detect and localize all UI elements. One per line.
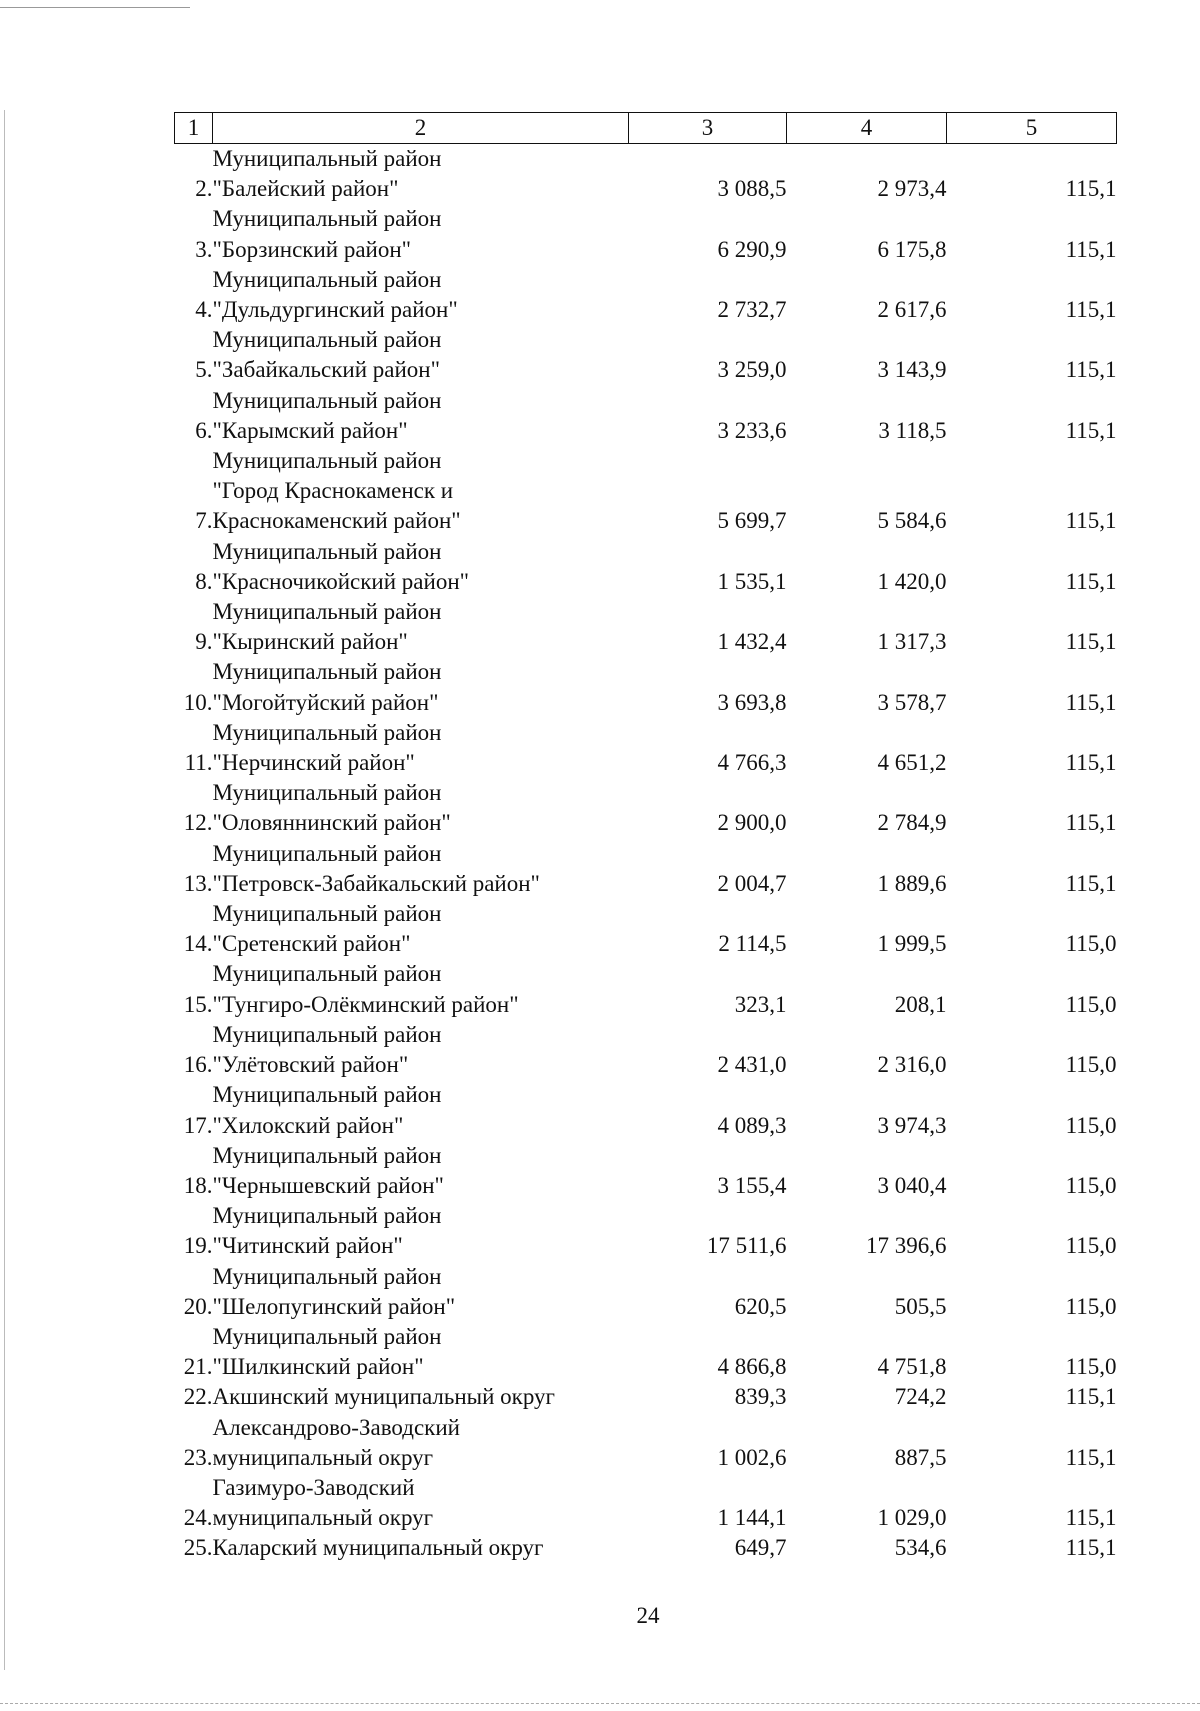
- column-header-3: 3: [629, 113, 787, 144]
- district-name-line: Муниципальный район: [212, 538, 442, 564]
- district-name: [213, 718, 629, 778]
- value-column-3: 3 233,6: [717, 417, 787, 443]
- value-column-4: 2 316,0: [877, 1052, 947, 1078]
- value-column-4: 5 584,6: [877, 508, 947, 534]
- row-number: 14.: [183, 931, 213, 957]
- value-column-5: 115,0: [1065, 1293, 1117, 1319]
- district-name: [213, 778, 629, 838]
- table-row: [175, 204, 1117, 264]
- value-column-3: 6 290,9: [717, 236, 787, 262]
- district-name: [213, 597, 629, 657]
- district-name-line: Александрово-Заводский: [212, 1414, 460, 1440]
- district-name-line: "Забайкальский район": [212, 357, 441, 383]
- value-column-4: 1 889,6: [877, 870, 947, 896]
- scan-artifact-top-line: [0, 7, 190, 8]
- row-number: 3.: [195, 236, 213, 262]
- row-number: 21.: [183, 1354, 213, 1380]
- value-column-5: 115,0: [1065, 1354, 1117, 1380]
- district-name-line: "Оловяннинский район": [212, 810, 451, 836]
- row-number: 7.: [195, 508, 213, 534]
- district-name-line: Муниципальный район: [212, 961, 442, 987]
- district-name: [213, 839, 629, 899]
- value-column-4: 3 118,5: [878, 417, 947, 443]
- table-row: [175, 597, 1117, 657]
- district-name-line: Муниципальный район: [212, 719, 442, 745]
- value-column-5: 115,1: [1065, 176, 1117, 202]
- district-name-line: Муниципальный район: [212, 1082, 442, 1108]
- district-name-line: "Красночикойский район": [212, 568, 470, 594]
- column-header-2: 2: [213, 113, 629, 144]
- value-column-3: 620,5: [734, 1293, 787, 1319]
- table-row: [175, 1262, 1117, 1322]
- row-number: 9.: [195, 629, 213, 655]
- district-name: [213, 1262, 629, 1322]
- district-name: [213, 537, 629, 597]
- value-column-4: 3 143,9: [877, 357, 947, 383]
- value-column-5: 115,1: [1065, 1444, 1117, 1470]
- district-name: [213, 144, 629, 205]
- district-name: [213, 265, 629, 325]
- district-name: [213, 386, 629, 446]
- district-name-line: Муниципальный район: [212, 146, 442, 171]
- row-number: 12.: [183, 810, 213, 836]
- district-name-line: "Сретенский район": [212, 931, 411, 957]
- table-row: [175, 1382, 1117, 1412]
- scan-artifact-bottom-line: [0, 1703, 1200, 1704]
- value-column-3: 2 732,7: [717, 297, 787, 323]
- value-column-3: 1 432,4: [717, 629, 787, 655]
- value-column-4: 4 651,2: [877, 750, 947, 776]
- district-name-line: Муниципальный район: [212, 901, 442, 927]
- district-name-line: Муниципальный район: [212, 599, 442, 625]
- row-number: 22.: [183, 1384, 213, 1410]
- table-row: [175, 1020, 1117, 1080]
- district-name-line: "Кыринский район": [212, 629, 408, 655]
- district-name-line: "Тунгиро-Олёкминский район": [212, 991, 519, 1017]
- district-name-line: "Чернышевский район": [212, 1172, 444, 1198]
- district-name-line: Муниципальный район: [212, 1263, 442, 1289]
- table-row: [175, 1141, 1117, 1201]
- district-name-line: Муниципальный район: [212, 327, 442, 353]
- value-column-5: 115,1: [1065, 1384, 1117, 1410]
- value-column-3: 17 511,6: [706, 1233, 787, 1259]
- value-column-4: 208,1: [894, 991, 947, 1017]
- row-number: 11.: [184, 750, 213, 776]
- column-header-5: 5: [947, 113, 1117, 144]
- table-row: [175, 265, 1117, 325]
- district-name-line: Муниципальный район: [212, 206, 442, 232]
- value-column-4: 2 617,6: [877, 297, 947, 323]
- district-name-line: "Хилокский район": [212, 1112, 404, 1138]
- district-name-line: "Читинский район": [212, 1233, 403, 1259]
- district-name-line: "Город Краснокаменск и: [212, 478, 454, 504]
- table-row: [175, 778, 1117, 838]
- row-number: 8.: [195, 568, 213, 594]
- district-name-line: Муниципальный район: [212, 1203, 442, 1229]
- value-column-4: 1 999,5: [877, 931, 947, 957]
- value-column-4: 4 751,8: [877, 1354, 947, 1380]
- table-row: [175, 1201, 1117, 1261]
- value-column-3: 649,7: [734, 1535, 787, 1561]
- table-row: [175, 386, 1117, 446]
- value-column-4: 17 396,6: [866, 1233, 947, 1259]
- value-column-5: 115,1: [1065, 689, 1117, 715]
- column-header-4: 4: [787, 113, 947, 144]
- value-column-5: 115,1: [1065, 629, 1117, 655]
- row-number: 5.: [195, 357, 213, 383]
- row-number: 23.: [183, 1444, 213, 1470]
- district-name: [213, 1413, 629, 1473]
- value-column-5: 115,1: [1065, 870, 1117, 896]
- value-column-5: 115,0: [1065, 931, 1117, 957]
- district-name-line: "Балейский район": [212, 176, 399, 202]
- value-column-5: 115,0: [1065, 991, 1117, 1017]
- value-column-3: 2 431,0: [717, 1052, 787, 1078]
- row-number: 25.: [183, 1535, 213, 1561]
- district-name-line: "Нерчинский район": [212, 750, 415, 776]
- district-name: [213, 1201, 629, 1261]
- table-row: [175, 1322, 1117, 1382]
- district-name-line: Газимуро-Заводский: [212, 1474, 415, 1500]
- value-column-5: 115,1: [1065, 236, 1117, 262]
- district-name-line: муниципальный округ: [212, 1505, 434, 1531]
- district-name: [213, 1533, 629, 1563]
- row-number: 15.: [183, 991, 213, 1017]
- district-name: [213, 446, 629, 537]
- value-column-3: 3 155,4: [717, 1172, 787, 1198]
- value-column-5: 115,1: [1065, 508, 1117, 534]
- district-name-line: Муниципальный район: [212, 1323, 442, 1349]
- row-number: 16.: [183, 1052, 213, 1078]
- district-name: [213, 204, 629, 264]
- value-column-3: 5 699,7: [717, 508, 787, 534]
- value-column-4: 3 974,3: [877, 1112, 947, 1138]
- district-name-line: Муниципальный район: [212, 266, 442, 292]
- table-row: [175, 537, 1117, 597]
- row-number: 4.: [195, 297, 213, 323]
- value-column-5: 115,0: [1065, 1172, 1117, 1198]
- value-column-5: 115,1: [1065, 750, 1117, 776]
- value-column-4: 2 973,4: [877, 176, 947, 202]
- district-name-line: "Шелопугинский район": [212, 1293, 456, 1319]
- district-name-line: "Могойтуйский район": [212, 689, 439, 715]
- column-header-1: 1: [175, 113, 213, 144]
- district-name: [213, 959, 629, 1019]
- district-name: [213, 1020, 629, 1080]
- district-name-line: Муниципальный район: [212, 1021, 442, 1047]
- district-name-line: Муниципальный район: [212, 840, 442, 866]
- district-name-line: "Шилкинский район": [212, 1354, 424, 1380]
- district-name: [213, 1080, 629, 1140]
- value-column-4: 3 040,4: [877, 1172, 947, 1198]
- value-column-3: 2 004,7: [717, 870, 787, 896]
- row-number: 10.: [183, 689, 213, 715]
- row-number: 18.: [183, 1172, 213, 1198]
- district-name-line: "Борзинский район": [212, 236, 412, 262]
- value-column-5: 115,1: [1065, 417, 1117, 443]
- row-number: 6.: [195, 417, 213, 443]
- page-number: 24: [636, 1603, 660, 1628]
- value-column-4: 1 317,3: [877, 629, 947, 655]
- district-name: [213, 1141, 629, 1201]
- table-row: [175, 446, 1117, 537]
- table-row: [175, 1473, 1117, 1533]
- district-name-line: Акшинский муниципальный округ: [212, 1384, 555, 1410]
- table-row: [175, 959, 1117, 1019]
- district-name-line: Краснокаменский район": [212, 508, 461, 534]
- district-name: [213, 1382, 629, 1412]
- district-name-line: Каларский муниципальный округ: [212, 1535, 544, 1561]
- value-column-5: 115,1: [1065, 568, 1117, 594]
- table-row: [175, 1413, 1117, 1473]
- value-column-3: 323,1: [734, 991, 787, 1017]
- column-number-row: [175, 113, 1117, 144]
- value-column-3: 1 535,1: [717, 568, 787, 594]
- district-name-line: муниципальный округ: [212, 1444, 434, 1470]
- row-number: 20.: [183, 1293, 213, 1319]
- value-column-4: 505,5: [894, 1293, 947, 1319]
- table-row: [175, 325, 1117, 385]
- table-row: [175, 718, 1117, 778]
- value-column-5: 115,0: [1065, 1233, 1117, 1259]
- district-name: [213, 899, 629, 959]
- table-row: [175, 1080, 1117, 1140]
- district-name-line: "Петровск-Забайкальский район": [212, 870, 540, 896]
- value-column-4: 534,6: [894, 1535, 947, 1561]
- value-column-4: 1 029,0: [877, 1505, 947, 1531]
- value-column-4: 887,5: [894, 1444, 947, 1470]
- district-name-line: Муниципальный район: [212, 1142, 442, 1168]
- row-number: 19.: [183, 1233, 213, 1259]
- value-column-3: 3 088,5: [717, 176, 787, 202]
- value-column-3: 839,3: [734, 1384, 787, 1410]
- table-row: [175, 839, 1117, 899]
- table-row: [175, 144, 1117, 205]
- scan-artifact-left-line: [4, 110, 5, 1670]
- value-column-3: 3 259,0: [717, 357, 787, 383]
- row-number: 2.: [195, 176, 213, 202]
- district-name-line: Муниципальный район: [212, 387, 442, 413]
- table-row: [175, 1533, 1117, 1563]
- value-column-3: 4 866,8: [717, 1354, 787, 1380]
- value-column-5: 115,1: [1065, 1535, 1117, 1561]
- district-name: [213, 1473, 629, 1533]
- value-column-3: 4 766,3: [717, 750, 787, 776]
- value-column-5: 115,1: [1065, 357, 1117, 383]
- value-column-3: 2 900,0: [717, 810, 787, 836]
- value-column-4: 3 578,7: [877, 689, 947, 715]
- value-column-3: 4 089,3: [717, 1112, 787, 1138]
- value-column-5: 115,1: [1065, 297, 1117, 323]
- value-column-5: 115,1: [1065, 1505, 1117, 1531]
- value-column-3: 3 693,8: [717, 689, 787, 715]
- district-name: [213, 657, 629, 717]
- value-column-3: 1 144,1: [717, 1505, 787, 1531]
- value-column-5: 115,0: [1065, 1052, 1117, 1078]
- value-column-3: 2 114,5: [718, 931, 787, 957]
- value-column-5: 115,0: [1065, 1112, 1117, 1138]
- row-number: 13.: [183, 870, 213, 896]
- district-name-line: "Карымский район": [212, 417, 408, 443]
- value-column-4: 1 420,0: [877, 568, 947, 594]
- district-name: [213, 1322, 629, 1382]
- value-column-4: 2 784,9: [877, 810, 947, 836]
- district-name-line: "Улётовский район": [212, 1052, 409, 1078]
- district-name: [213, 325, 629, 385]
- table-row: [175, 899, 1117, 959]
- table-header: [175, 113, 1117, 144]
- district-name-line: "Дульдургинский район": [212, 297, 458, 323]
- row-number: 17.: [183, 1112, 213, 1138]
- row-number: 24.: [183, 1505, 213, 1531]
- table-body: [175, 144, 1117, 1564]
- value-column-4: 724,2: [894, 1384, 947, 1410]
- value-column-4: 6 175,8: [877, 236, 947, 262]
- table-row: [175, 657, 1117, 717]
- district-name-line: Муниципальный район: [212, 448, 442, 474]
- value-column-3: 1 002,6: [717, 1444, 787, 1470]
- district-name-line: Муниципальный район: [212, 780, 442, 806]
- district-name-line: Муниципальный район: [212, 659, 442, 685]
- value-column-5: 115,1: [1065, 810, 1117, 836]
- districts-table: [174, 112, 1117, 1564]
